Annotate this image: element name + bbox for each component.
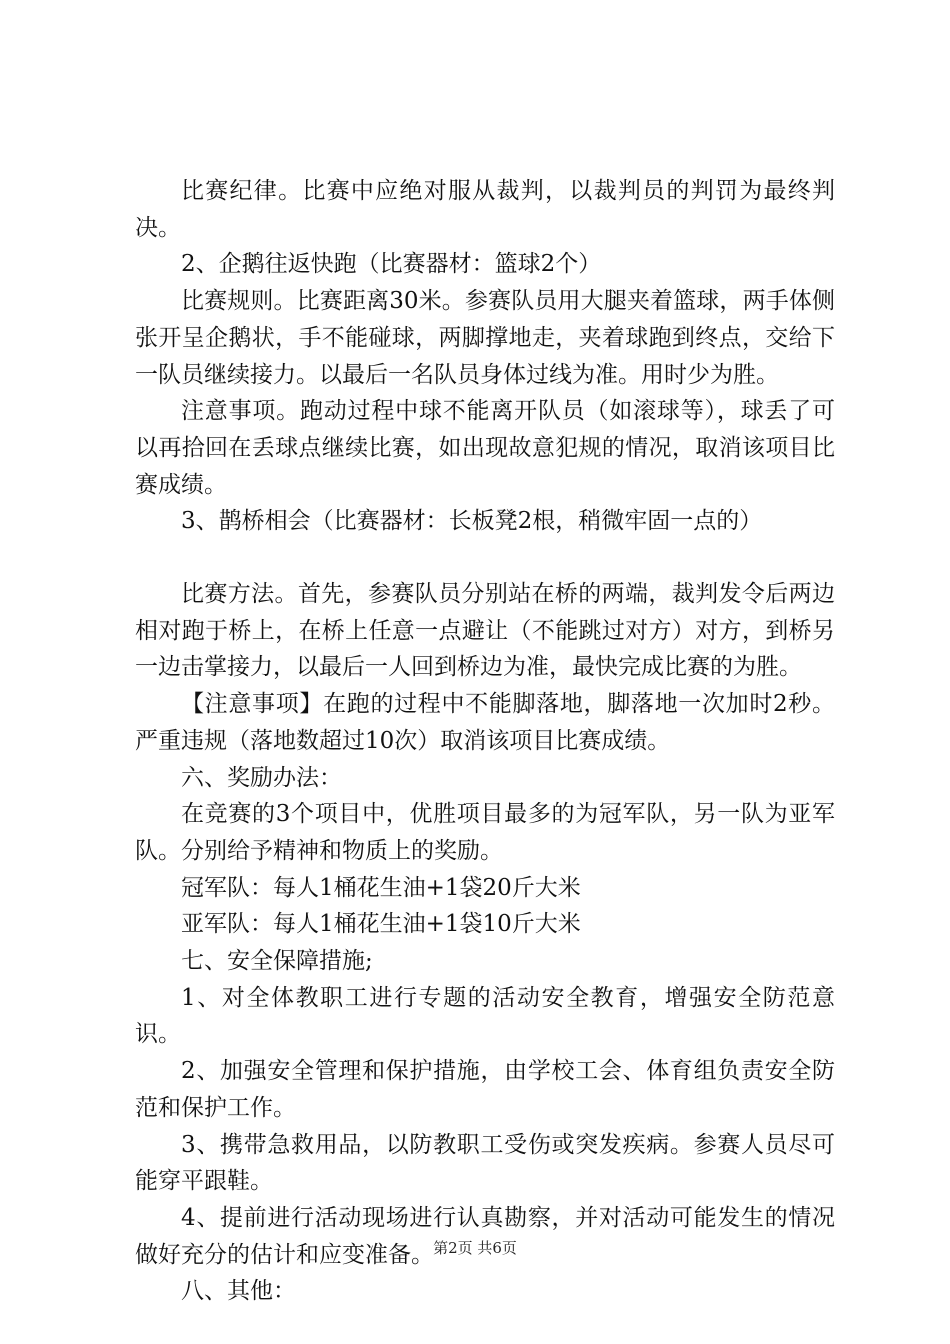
paragraph-rewards-desc: 在竞赛的3个项目中，优胜项目最多的为冠军队，另一队为亚军队。分别给予精神和物质上的奖励。 [135,801,835,864]
document-body [135,173,835,1310]
heading-safety: 七、安全保障措施; [181,948,373,975]
heading-other: 八、其他： [181,1278,296,1305]
heading-rewards: 六、奖励办法： [181,764,342,791]
safety-item-1: 1、对全体教职工进行专题的活动安全教育，增强安全防范意识。 [135,984,835,1048]
paragraph-bridge-notes: 【注意事项】在跑的过程中不能脚落地，脚落地一次加时2秒。严重违规（落地数超过10次）取消该项目比赛成绩。 [135,691,835,754]
paragraph-penguin-notes: 注意事项。跑动过程中球不能离开队员（如滚球等），球丢了可以再拾回在丢球点继续比赛，如出现故意犯规的情况，取消该项目比赛成绩。 [135,398,835,498]
safety-item-4: 4、提前进行活动现场进行认真勘察，并对活动可能发生的情况做好充分的估计和应变准备。 [135,1204,835,1268]
reward-champion: 冠军队：每人1桶花生油+1袋20斤大米 [181,874,581,901]
page-number-label: 第2页 共6页 [433,1239,517,1257]
safety-item-3: 3、携带急救用品，以防教职工受伤或突发疾病。参赛人员尽可能穿平跟鞋。 [135,1131,835,1195]
paragraph-penguin-rules: 比赛规则。比赛距离30米。参赛队员用大腿夹着篮球，两手体侧张开呈企鹅状，手不能碰球，两脚撑地走，夹着球跑到终点，交给下一队员继续接力。以最后一名队员身体过线为准。用时少为胜。 [135,288,835,388]
heading-penguin-relay: 2、企鹅往返快跑（比赛器材：篮球2个） [181,251,602,278]
paragraph-discipline: 比赛纪律。比赛中应绝对服从裁判，以裁判员的判罚为最终判决。 [135,178,835,241]
reward-runner-up: 亚军队：每人1桶花生油+1袋10斤大米 [181,911,581,938]
paragraph-bridge-method: 比赛方法。首先，参赛队员分别站在桥的两端，裁判发令后两边相对跑于桥上，在桥上任意一点避让（不能跳过对方）对方，到桥另一边击掌接力，以最后一人回到桥边为准，最快完成比赛的为胜。 [135,581,835,681]
heading-bridge-meeting: 3、鹊桥相会（比赛器材：长板凳2根，稍微牢固一点的） [181,508,763,535]
safety-item-2: 2、加强安全管理和保护措施，由学校工会、体育组负责安全防范和保护工作。 [135,1058,835,1121]
page-footer [0,1238,950,1258]
